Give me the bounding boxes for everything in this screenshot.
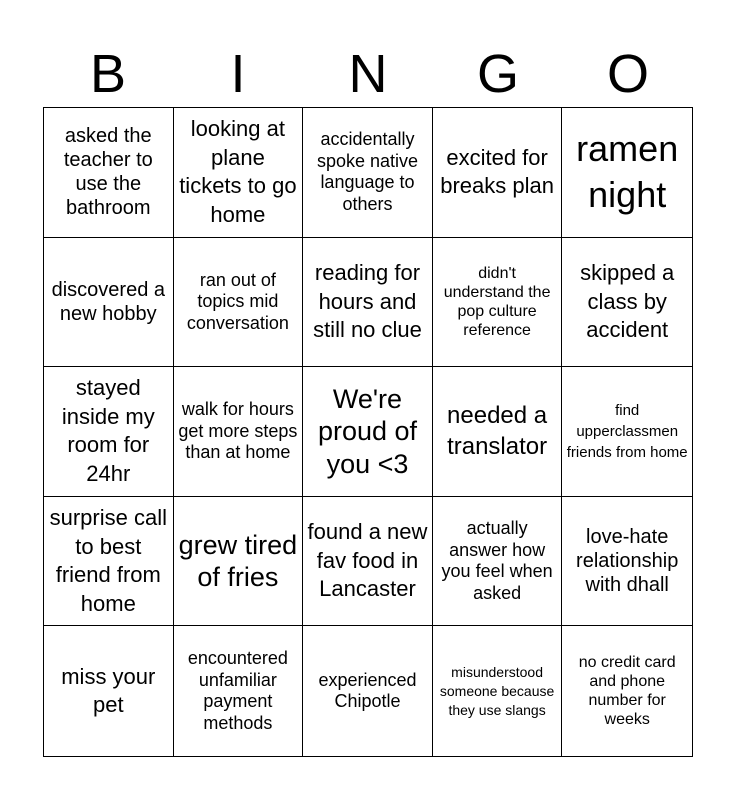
bingo-cell[interactable]: actually answer how you feel when asked bbox=[433, 497, 563, 627]
bingo-cell[interactable]: accidentally spoke native language to others bbox=[303, 108, 433, 238]
bingo-cell[interactable]: excited for breaks plan bbox=[433, 108, 563, 238]
header-letter-b: B bbox=[89, 44, 127, 104]
bingo-cell[interactable]: no credit card and phone number for weeks bbox=[578, 653, 676, 729]
bingo-cell[interactable]: We're proud of you <3 bbox=[303, 367, 433, 497]
bingo-cell[interactable]: needed a translator bbox=[433, 367, 563, 497]
bingo-cell[interactable]: experienced Chipotle bbox=[303, 626, 433, 756]
bingo-cell[interactable]: miss your pet bbox=[44, 626, 174, 756]
bingo-cell[interactable]: didn't understand the pop culture reference bbox=[433, 238, 563, 368]
bingo-cell[interactable]: encountered unfamiliar payment methods bbox=[174, 626, 304, 756]
bingo-header bbox=[43, 40, 693, 108]
bingo-cell[interactable]: walk for hours get more steps than at home bbox=[174, 367, 304, 497]
header-letter-g: G bbox=[476, 44, 519, 104]
bingo-cell[interactable]: stayed inside my room for 24hr bbox=[44, 367, 174, 497]
header-letter-i: I bbox=[230, 44, 246, 104]
bingo-cell[interactable]: surprise call to best friend from home bbox=[44, 497, 174, 627]
bingo-cell[interactable]: ramen night bbox=[562, 108, 692, 238]
header-letter-o: O bbox=[606, 44, 649, 104]
bingo-cell[interactable]: find upperclassmen friends from home bbox=[562, 367, 692, 497]
bingo-cell[interactable]: looking at plane tickets to go home bbox=[174, 108, 304, 238]
bingo-cell[interactable]: asked the teacher to use the bathroom bbox=[44, 108, 174, 238]
bingo-cell[interactable]: misunderstood someone because they use slangs bbox=[433, 626, 563, 756]
bingo-cell[interactable]: discovered a new hobby bbox=[44, 238, 174, 368]
bingo-grid bbox=[43, 107, 693, 757]
bingo-cell[interactable]: skipped a class by accident bbox=[562, 238, 692, 368]
bingo-cell[interactable]: ran out of topics mid conversation bbox=[174, 238, 304, 368]
bingo-cell[interactable]: grew tired of fries bbox=[174, 497, 304, 627]
bingo-cell[interactable]: love-hate relationship with dhall bbox=[562, 497, 692, 627]
bingo-cell[interactable]: found a new fav food in Lancaster bbox=[303, 497, 433, 627]
bingo-cell[interactable]: reading for hours and still no clue bbox=[303, 238, 433, 368]
header-letter-n: N bbox=[348, 44, 388, 104]
